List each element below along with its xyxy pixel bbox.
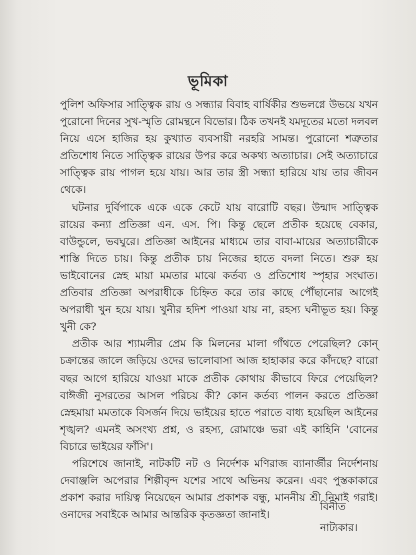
author-line: নাট্যকার। <box>320 522 358 534</box>
paragraph-4: পরিশেষে জানাই, নাটকটি নট ও নির্দেশক মণিরাজ ব্যানার্জীর নির্দেশনায় দেবাঞ্জলি অপেরার শিল্পীবৃন্দ যশের সাথে অভিনয় করেন। এবং পুস্তকাকারে প্রকাশ করার দায়িত্ব নিয়েছেন আমার প্রকাশক বন্ধু, মাননীয় শ্রী নিমাই গরাই। ওনাদের সবাইকে আমার আন্তরিক কৃতজ্ঞতা জানাই। <box>60 457 378 522</box>
paragraph-2: ঘটনার দুর্বিপাকে একে একে কেটে যায় বারোটি বছর। উন্মাদ সাত্ত্বিক রায়ের কন্যা প্রতিজ্ঞা এন. এস. পি। কিন্তু ছেলে প্রতীক হয়েছে বেকার, বাউন্ডুলে, ভবঘুরে। প্রতিজ্ঞা আইনের মাধ্যমে তার বাবা-মায়ের অত্যাচারীকে শাস্তি দিতে চায়। কিন্তু প্রতীক চায় নিজের হাতে বদলা নিতে। শুরু হয় ভাইবোনের স্নেহ মায়া মমতার মাঝে কর্তব্য ও প্রতিশোধ স্পৃহার সংঘাত। প্রতিবার প্রতিজ্ঞা অপরাধীকে চিহ্নিত করে তার কাছে পৌঁছানোর আগেই অপরাধী খুন হয়ে যায়। খুনীর হদিশ পাওয়া যায় না, রহস্য ঘনীভূত হয়। কিন্তু খুনী কে? <box>60 201 378 334</box>
paragraph-3: প্রতীক আর শ্যামলীর প্রেম কি মিলনের মালা গাঁথতে পেরেছিল? কোন্ চক্রান্তের জালে জড়িয়ে ওদের ভালোবাসা আজ হাহাকার করে কাঁদছে? বারো বছর আগে হারিয়ে যাওয়া মাকে প্রতীক কোথায় কীভাবে ফিরে পেয়েছিল? বাঈজী নুসরতের আসল পরিচয় কী? কোন কর্তব্য পালন করতে প্রতিজ্ঞা স্নেহমায়া মমতাকে বিসর্জন দিয়ে ভাইয়ের হাতে পরাতে বাধ্য হয়েছিল আইনের শৃঙ্খল? এমনই অসংখ্য প্রশ্ন, ও রহস্য, রোমাঞ্চে ভরা এই কাহিনি 'বোনের বিচারে ভাইয়ের ফাঁসি'। <box>60 338 378 453</box>
page-title: ভূমিকা <box>187 72 229 90</box>
paragraph-1: পুলিশ অফিসার সাত্ত্বিক রায় ও সন্ধ্যার বিবাহ বার্ষিকীর শুভলগ্নে উভয়ে যখন পুরোনো দিনের সুখ-স্মৃতি রোমন্থনে বিভোর। ঠিক তখনই যমদূতের মতো দলবল নিয়ে এসে হাজির হয় কুখ্যাত ব্যবসায়ী নরহরি সামন্ত। পুরোনো শত্রুতার প্রতিশোধ নিতে সাত্ত্বিক রায়ের উপর করে অকথ্য অত্যাচার। সেই অত্যাচারে সাত্ত্বিক রায় পাগল হয়ে যায়। আর তার স্ত্রী সন্ধ্যা হারিয়ে যায় তার জীবন থেকে। <box>60 99 378 197</box>
signoff: বিনীত <box>320 501 346 513</box>
preface-body <box>60 97 378 524</box>
